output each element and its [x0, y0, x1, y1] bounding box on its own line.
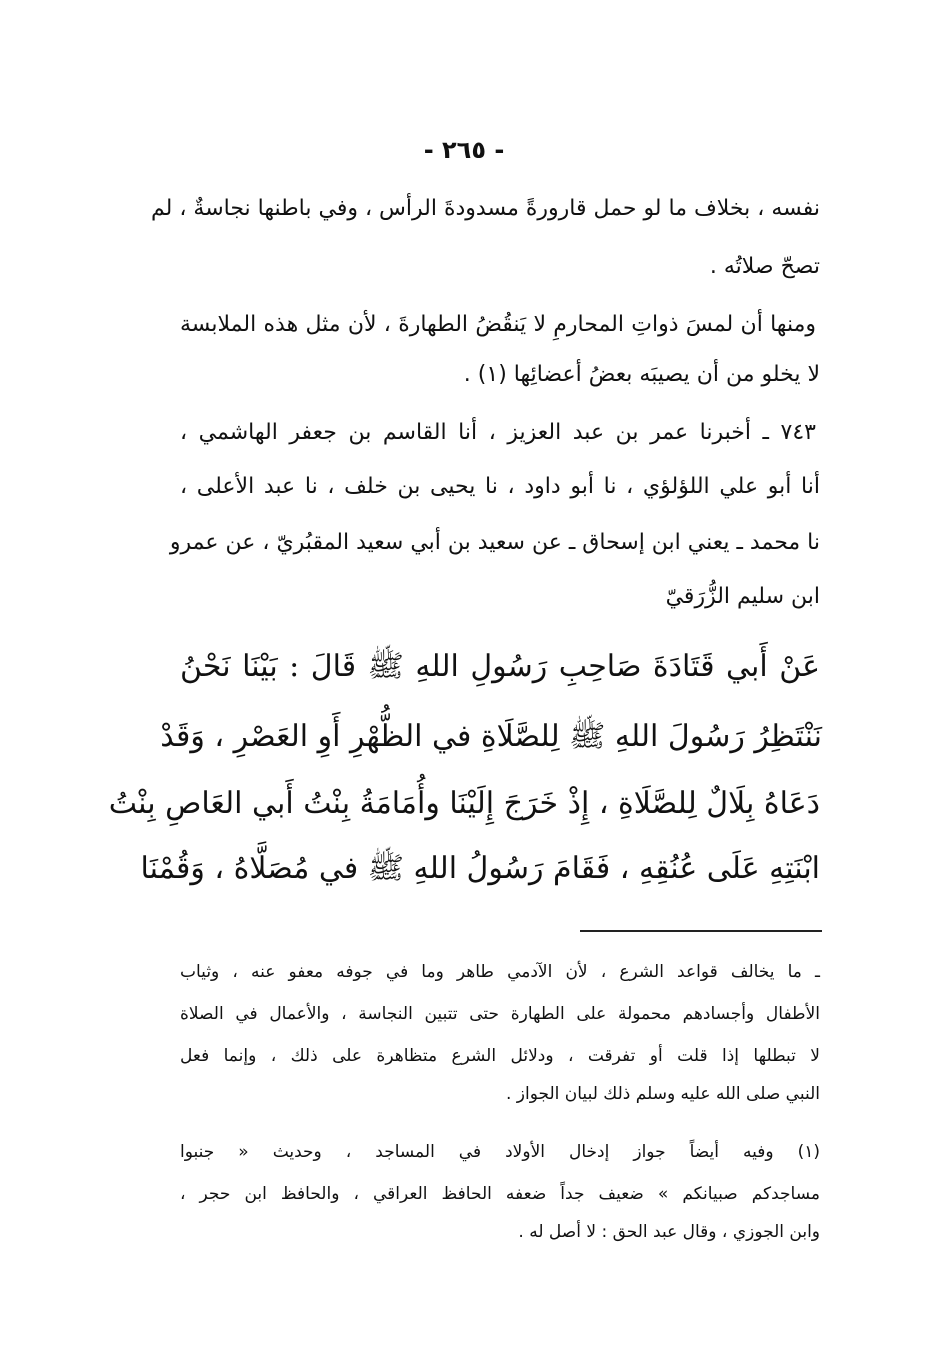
isnad-line: أنا أبو علي اللؤلؤي ، نا أبو داود ، نا يحيى بن خلف ، نا عبد الأعلى ، [180, 474, 820, 499]
footnote-line: (١) وفيه أيضاً جواز إدخال الأولاد في المساجد ، وحديث « جنبوا [180, 1142, 820, 1162]
footnote-divider [580, 930, 822, 932]
body-text-line: ومنها أن لمسَ ذواتِ المحارمِ لا يَنقُضُ الطهارةَ ، لأن مثل هذه الملابسة [180, 312, 816, 337]
body-text-line: تصحّ صلاتُه . [709, 254, 820, 279]
footnote-line: الأطفال وأجسادهم محمولة على الطهارة حتى تتبين النجاسة ، والأعمال في الصلاة [180, 1004, 820, 1024]
body-text-line: لا يخلو من أن يصيبَه بعضُ أعضائِها (١) . [463, 362, 820, 387]
footnote-line: ـ ما يخالف قواعد الشرع ، لأن الآدمي طاهر وما في جوفه معفو عنه ، وثياب [180, 962, 820, 982]
hadith-line: نَنْتَظِرُ رَسُولَ اللهِ ﷺ لِلصَّلَاةِ في الظُّهْرِ أَوِ العَصْرِ ، وَقَدْ [160, 719, 822, 754]
hadith-line: عَنْ أَبي قَتَادَةَ صَاحِبِ رَسُولِ اللهِ ﷺ قَالَ : بَيْنَا نَحْنُ [180, 649, 820, 684]
body-text-line: نفسه ، بخلاف ما لو حمل قارورةً مسدودةَ الرأس ، وفي باطنها نجاسةٌ ، لم [150, 196, 820, 221]
footnote-line: مساجدكم صبيانكم » ضعيف جداً ضعفه الحافظ العراقي ، والحافظ ابن حجر ، [180, 1184, 820, 1204]
hadith-line: ابْنَتِهِ عَلَى عُنُقِهِ ، فَقَامَ رَسُولُ اللهِ ﷺ في مُصَلَّاهُ ، وَقُمْنَا [140, 851, 820, 886]
isnad-line: ٧٤٣ ـ أخبرنا عمر بن عبد العزيز ، أنا القاسم بن جعفر الهاشمي ، [180, 420, 816, 445]
footnote-line: لا تبطلها إذا قلت أو تفرقت ، ودلائل الشرع متظاهرة على ذلك ، وإنما فعل [180, 1046, 820, 1066]
page-number: - ٢٦٥ - [423, 136, 505, 164]
isnad-line: ابن سليم الزُّرَقيّ [665, 584, 820, 609]
hadith-line: دَعَاهُ بِلَالٌ لِلصَّلَاةِ ، إِذْ خَرَجَ إِلَيْنَا وأُمَامَةُ بِنْتُ أَبي العَاصِ بِنْتُ [108, 786, 820, 821]
footnote-line: النبي صلى الله عليه وسلم ذلك لبيان الجواز . [505, 1084, 820, 1104]
isnad-line: نا محمد ـ يعني ابن إسحاق ـ عن سعيد بن أبي سعيد المقبُريّ ، عن عمرو [169, 530, 820, 555]
footnote-line: وابن الجوزي ، وقال عبد الحق : لا أصل له . [518, 1222, 820, 1242]
